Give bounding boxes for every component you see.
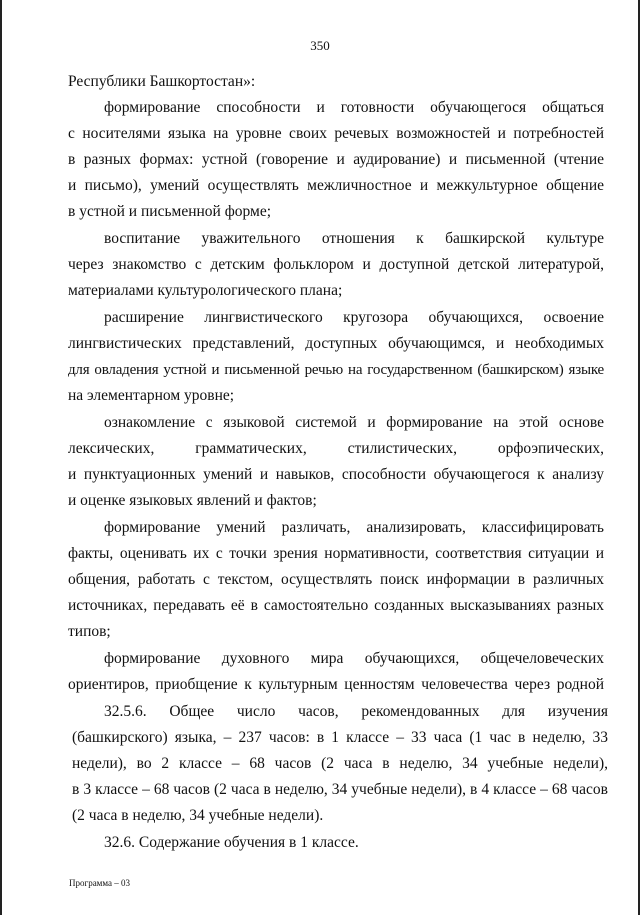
text-line: на элементарном уровне;: [68, 387, 235, 404]
text-line: и пунктуационных умений и навыков, способности обучающегося к анализу: [68, 466, 604, 483]
text-line: расширение лингвистического кругозора обучающихся, освоение: [104, 309, 604, 326]
text-line: с носителями языка на уровне своих речевых возможностей и потребностей: [68, 125, 604, 142]
section-heading: 32.6. Содержание обучения в 1 классе.: [104, 834, 359, 851]
page-number: 350: [310, 38, 330, 53]
text-line: в 3 классе – 68 часов (2 часа в неделю, 34 учебные недели), в 4 классе – 68 часов: [72, 781, 608, 798]
text-line: формирование духовного мира обучающихся, общечеловеческих: [104, 650, 604, 667]
text-line: формирование способности и готовности обучающегося общаться: [104, 99, 604, 116]
text-line: ознакомление с языковой системой и формирование на этой основе: [104, 414, 604, 431]
text-line: воспитание уважительного отношения к башкирской культуре: [104, 230, 604, 247]
text-line: в устной и письменной форме;: [68, 203, 272, 220]
text-line: Республики Башкортостан»:: [68, 73, 256, 90]
text-line: в разных формах: устной (говорение и аудирование) и письменной (чтение: [68, 151, 604, 168]
text-line: через знакомство с детским фольклором и доступной детской литературой,: [68, 256, 604, 273]
text-line: недели), во 2 классе – 68 часов (2 часа в неделю, 34 учебные недели),: [72, 755, 608, 772]
text-line: ориентиров, приобщение к культурным ценностям человечества через родной: [68, 676, 604, 693]
text-line: типов;: [68, 623, 111, 640]
text-line: лексических, грамматических, стилистических, орфоэпических,: [68, 440, 604, 457]
text-line: (2 часа в неделю, 34 учебные недели).: [72, 807, 324, 824]
page-edge-left: [0, 0, 2, 915]
text-line: и оценке языковых явлений и фактов;: [68, 492, 317, 509]
footer-label: Программа – 03: [69, 878, 131, 888]
text-line: (башкирского) языка, – 237 часов: в 1 классе – 33 часа (1 час в неделю, 33: [72, 729, 608, 746]
text-line: общения, работать с текстом, осуществлять поиск информации в различных: [68, 571, 604, 588]
text-line: материалами культурологического плана;: [68, 282, 343, 299]
text-line: лингвистических представлений, доступных обучающимся, и необходимых: [68, 335, 604, 352]
text-line: факты, оценивать их с точки зрения нормативности, соответствия ситуации и: [68, 545, 604, 562]
text-line: для овладения устной и письменной речью на государственном (башкирском) языке: [68, 362, 604, 378]
text-line: 32.5.6. Общее число часов, рекомендованных для изучения: [104, 703, 608, 720]
text-line: и письмо), умений осуществлять межличностное и межкультурное общение: [68, 177, 604, 194]
text-line: источниках, передавать её в самостоятельно созданных высказываниях разных: [68, 597, 604, 614]
text-line: формирование умений различать, анализировать, классифицировать: [104, 519, 604, 536]
